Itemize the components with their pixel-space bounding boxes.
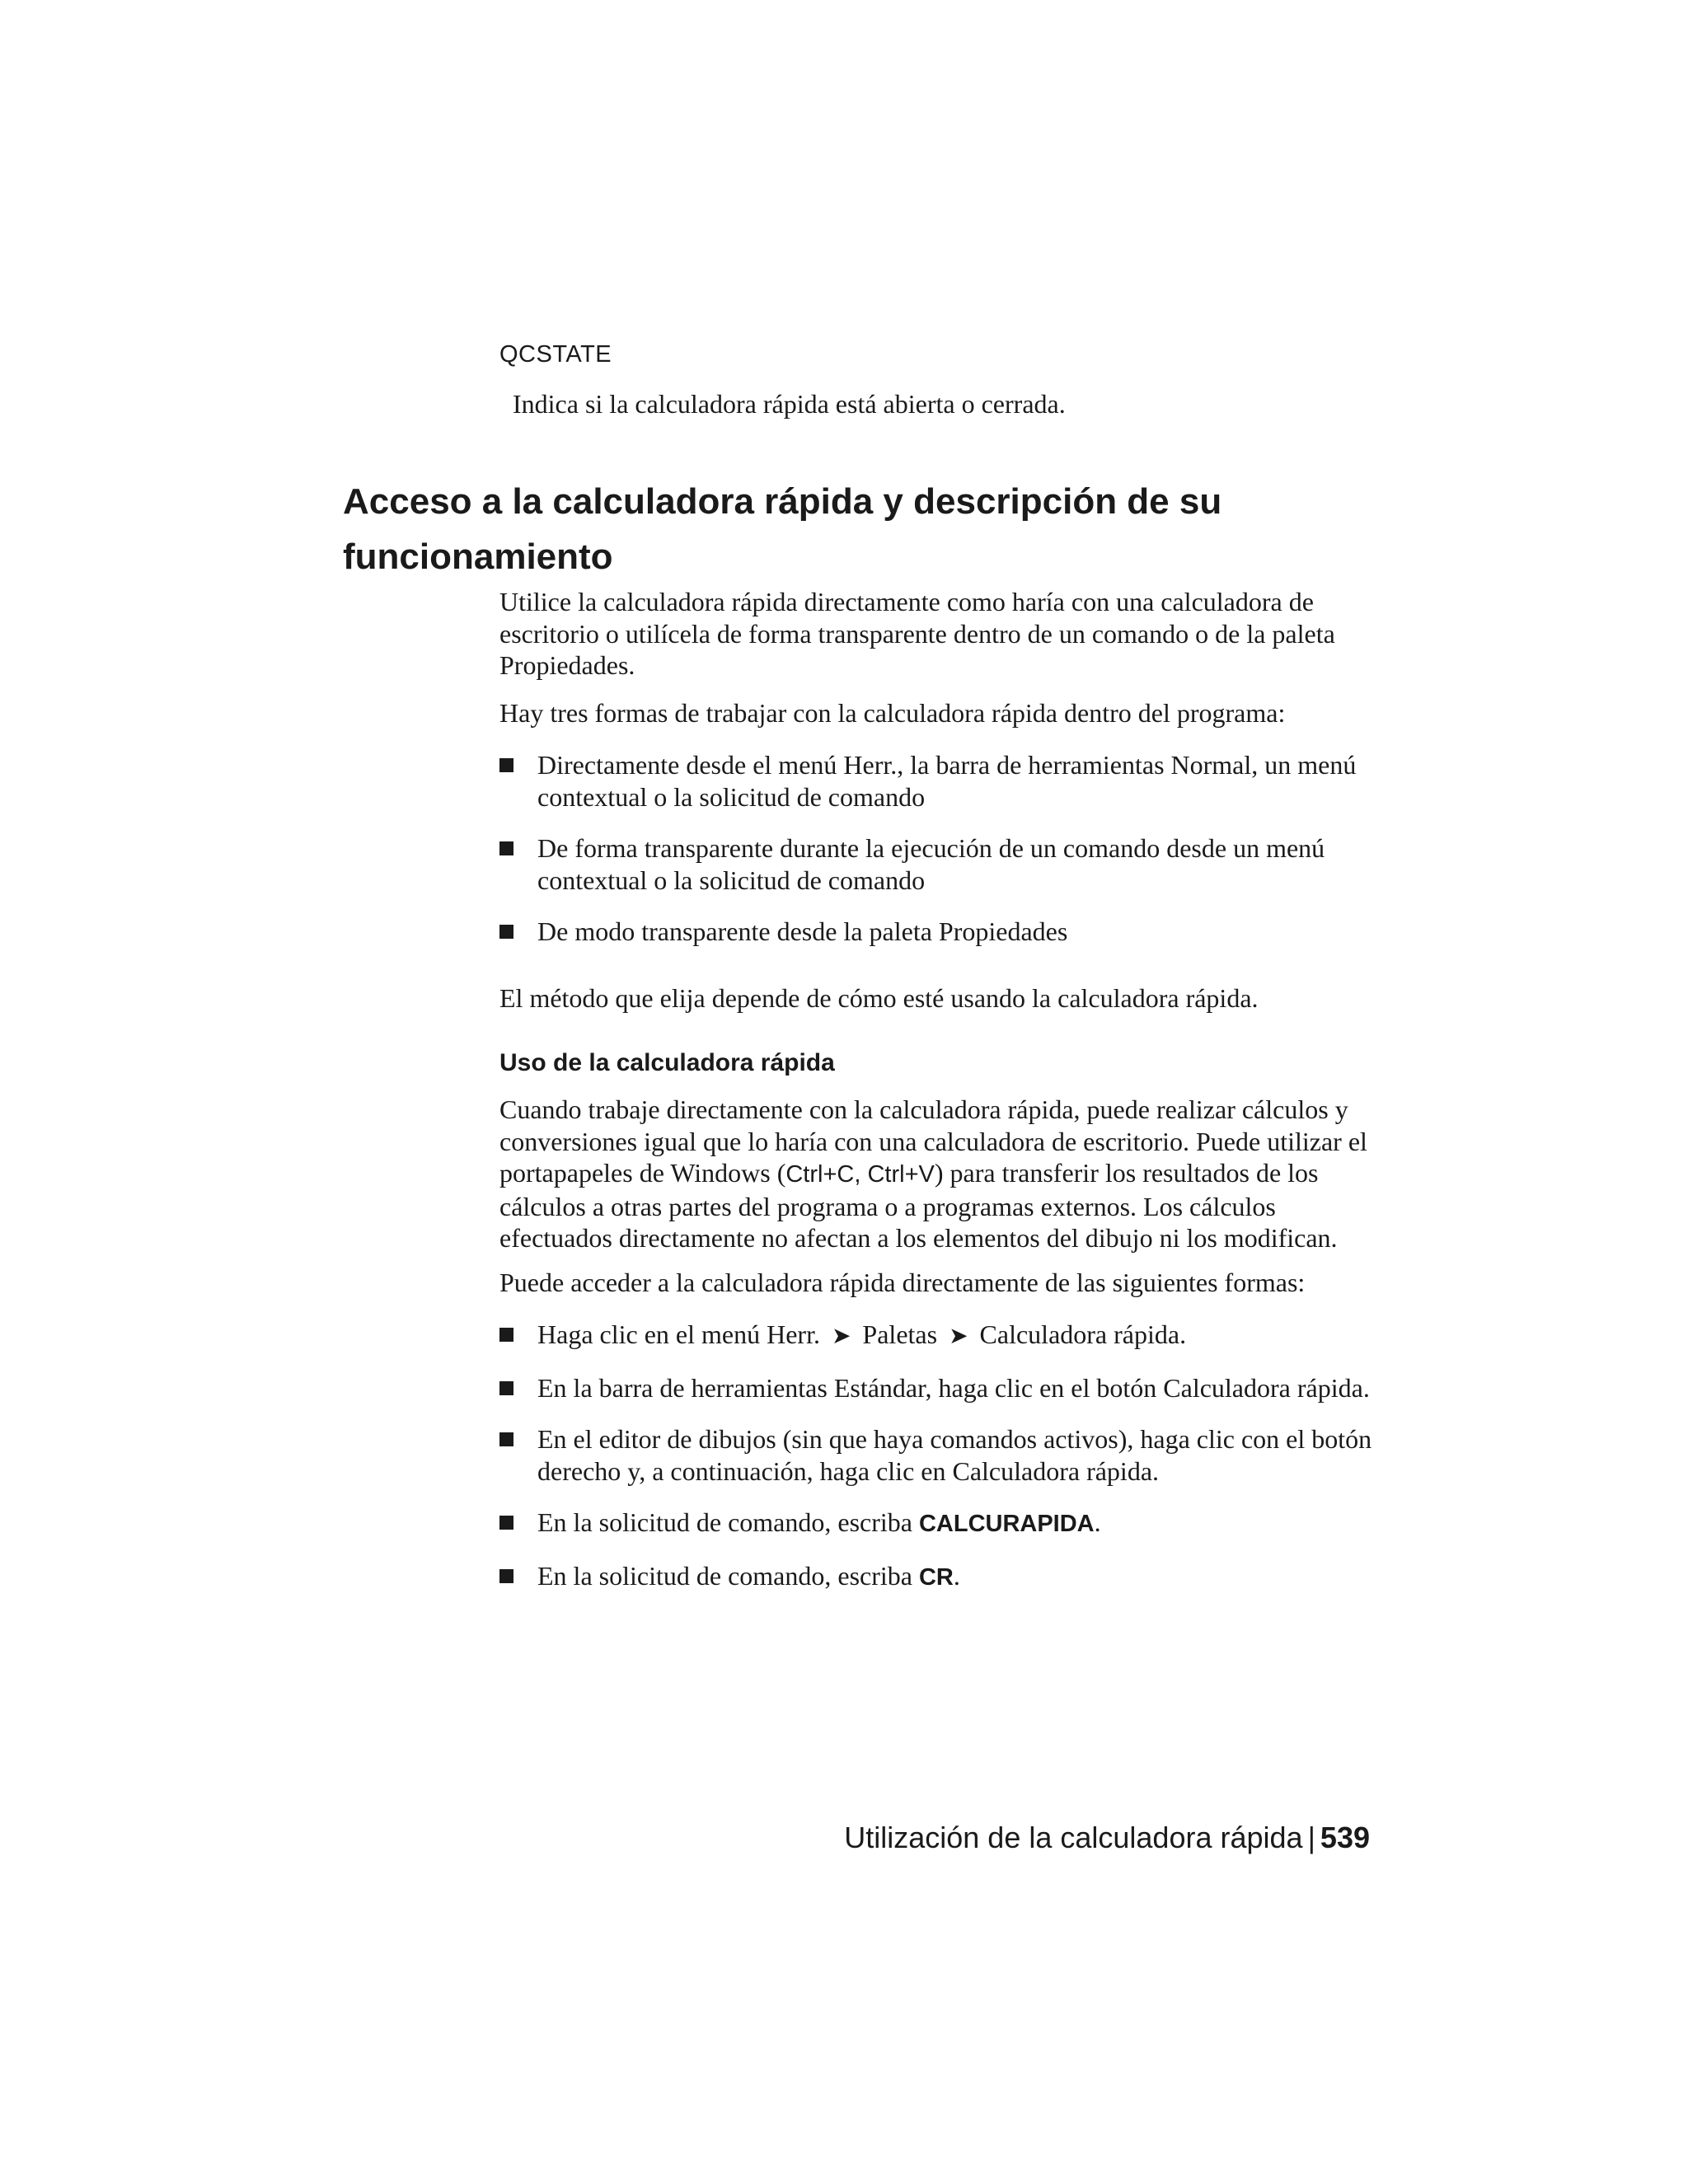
- subsection-paragraph: [499, 1094, 1373, 1254]
- list-item-text: Directamente desde el menú Herr., la barra de herramientas Normal, un menú contextual o la solicitud de comando: [537, 750, 1357, 812]
- square-bullet-icon: [499, 1516, 513, 1530]
- footer-separator: |: [1307, 1821, 1315, 1854]
- variable-name: QCSTATE: [499, 341, 612, 368]
- ways-intro-block: [499, 697, 1373, 729]
- list-item: [499, 1560, 1373, 1594]
- section-heading-line2: funcionamiento: [343, 537, 613, 577]
- page-number: 539: [1320, 1821, 1370, 1854]
- menu-path-start: Haga clic en el menú Herr.: [537, 1319, 820, 1349]
- square-bullet-icon: [499, 1328, 513, 1342]
- subsection-heading: Uso de la calculadora rápida: [499, 1049, 835, 1076]
- list-item-text: En la solicitud de comando, escriba: [537, 1560, 919, 1591]
- list-item-text: En la barra de herramientas Estándar, haga clic en el botón Calculadora rápida.: [537, 1372, 1370, 1403]
- ways-list: [499, 749, 1373, 948]
- list-item-text: De modo transparente desde la paleta Propiedades: [537, 916, 1068, 946]
- shortcut-separator: ,: [854, 1161, 868, 1188]
- subsection-paragraph-part2: ) para transferir los resultados de los cálculos a otras partes del programa o a programas externos. Los cálculos efectuados directamente no afectan a los elementos del dibujo ni los modifican.: [499, 1158, 1338, 1253]
- list-item: [499, 749, 1373, 813]
- section-intro-block: [499, 586, 1373, 682]
- list-item: [499, 1423, 1373, 1487]
- list-item-text: De forma transparente durante la ejecución de un comando desde un menú contextual o la solicitud de comando: [537, 833, 1325, 895]
- list-item: [499, 832, 1373, 896]
- menu-arrow-icon: ➤: [949, 1322, 968, 1349]
- menu-arrow-icon: ➤: [831, 1322, 851, 1349]
- list-item-suffix: .: [953, 1560, 960, 1591]
- square-bullet-icon: [499, 925, 513, 939]
- square-bullet-icon: [499, 1432, 513, 1446]
- list-item: [499, 916, 1373, 948]
- list-item-text: En la solicitud de comando, escriba: [537, 1507, 919, 1537]
- command-name: CALCURAPIDA: [918, 1511, 1095, 1537]
- access-intro-paragraph: Puede acceder a la calculadora rápida directamente de las siguientes formas:: [499, 1268, 1306, 1297]
- list-item: [499, 1507, 1373, 1540]
- square-bullet-icon: [499, 1381, 513, 1395]
- paste-shortcut: Ctrl+V: [867, 1161, 935, 1188]
- list-item-text: En el editor de dibujos (sin que haya comandos activos), haga clic con el botón derecho y, a continuación, haga clic en Calculadora rápida.: [537, 1424, 1372, 1486]
- access-list: [499, 1319, 1373, 1593]
- page-footer: [844, 1820, 1370, 1856]
- command-name: CR: [918, 1563, 954, 1591]
- square-bullet-icon: [499, 841, 513, 855]
- square-bullet-icon: [499, 1569, 513, 1583]
- menu-path-step3: Calculadora rápida.: [979, 1319, 1187, 1349]
- ways-intro-paragraph: Hay tres formas de trabajar con la calculadora rápida dentro del programa:: [499, 698, 1286, 728]
- footer-chapter-title: Utilización de la calculadora rápida: [844, 1821, 1303, 1854]
- method-note-block: [499, 982, 1373, 1015]
- square-bullet-icon: [499, 758, 513, 772]
- subsection-paragraph-part1: Cuando trabaje directamente con la calculadora rápida, puede realizar cálculos y conversiones igual que lo haría con una calculadora de escritorio. Puede utilizar el portapapeles de Windows (: [499, 1094, 1367, 1188]
- subsection-paragraph-block: [499, 1094, 1373, 1254]
- method-note-paragraph: El método que elija depende de cómo esté usando la calculadora rápida.: [499, 983, 1259, 1013]
- section-heading: [343, 474, 1332, 584]
- menu-path-step2: Paletas: [862, 1319, 938, 1349]
- variable-description: Indica si la calculadora rápida está abierta o cerrada.: [513, 389, 1066, 419]
- copy-shortcut: Ctrl+C: [785, 1161, 855, 1188]
- section-intro-paragraph: Utilice la calculadora rápida directamente como haría con una calculadora de escritorio o utilícela de forma transparente dentro de un comando o de la paleta Propiedades.: [499, 587, 1335, 680]
- section-heading-line1: Acceso a la calculadora rápida y descripción de su: [343, 481, 1222, 522]
- list-item: [499, 1372, 1373, 1404]
- list-item: [499, 1319, 1373, 1352]
- access-intro-block: [499, 1267, 1373, 1299]
- list-item-suffix: .: [1094, 1507, 1101, 1537]
